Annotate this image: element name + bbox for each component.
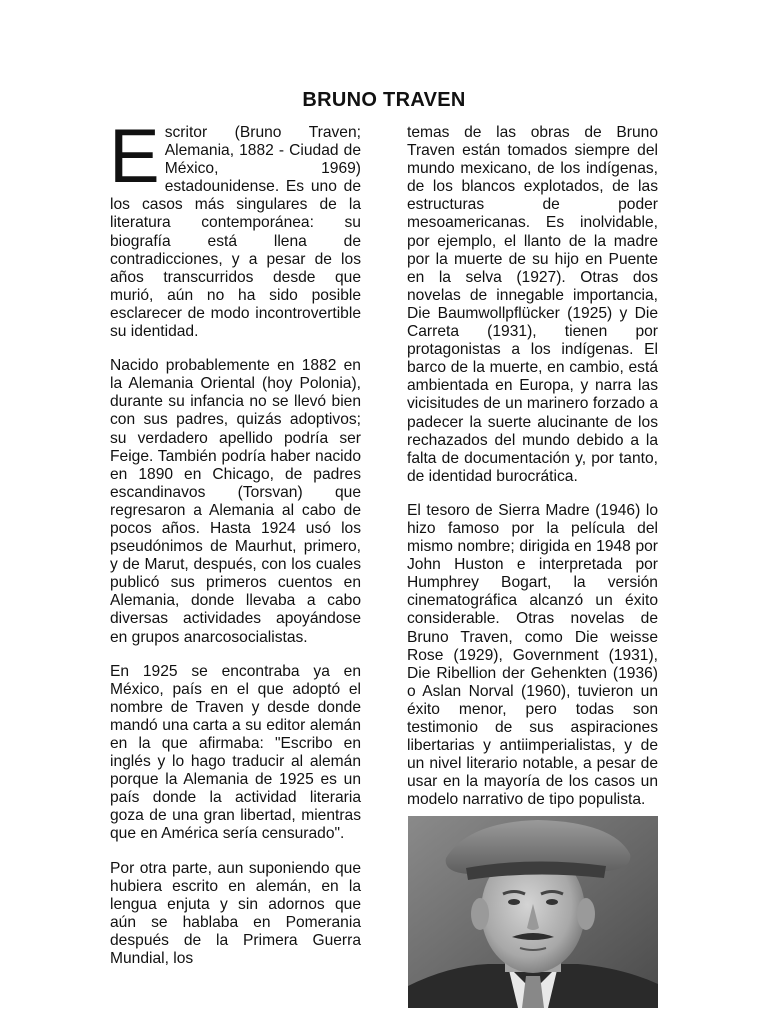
paragraph-5: temas de las obras de Bruno Traven están tomados siempre del mundo mexicano, de los indígenas, de los blancos explotados, de las estructuras de poder mesoamericanas. Es inolvidable, por ejemplo, el llanto de la madre por la muerte de su hijo en Puente en la selva (1927). Otras dos novelas de innegable importancia, Die Baumwollpflücker (1925) y Die Carreta (1931), tienen por protagonistas a los indígenas. El barco de la muerte, en cambio, está ambientada en Europa, y narra las vicisitudes de un marinero forzado a padecer la suerte alucinante de los rechazados del mundo debido a la falta de documentación y, por tanto, de identidad burocrática. xyxy=(407,124,658,485)
portrait-photo xyxy=(408,816,658,1008)
drop-cap: E xyxy=(109,114,160,199)
left-column xyxy=(109,114,361,984)
paragraph-1 xyxy=(109,114,361,341)
page-title: BRUNO TRAVEN xyxy=(302,89,466,111)
paragraph-3: En 1925 se encontraba ya en México, país en el que adoptó el nombre de Traven y desde donde mandó una carta a su editor alemán en la que afirmaba: "Escribo en inglés y lo hago traducir al alemán porque la Alemania de 1925 es un país donde la actividad literaria goza de una gran libertad, mientras que en América sería censurado". xyxy=(110,662,361,843)
right-column xyxy=(407,124,658,825)
paragraph-6: El tesoro de Sierra Madre (1946) lo hizo famoso por la película del mismo nombre; dirigida en 1948 por John Huston e interpretada por Humphrey Bogart, la versión cinematográfica alcanzó un éxito considerable. Otras novelas de Bruno Traven, como Die weisse Rose (1929), Government (1931), Die Ribellion der Gehenkten (1936) o Aslan Norval (1960), tuvieron un éxito menor, pero todas son testimonio de sus aspiraciones libertarias y antiimperialistas, y de un nivel literario notable, a pesar de usar en la mayoría de los casos un modelo narrativo de tipo populista. xyxy=(407,501,658,809)
paragraph-2: Nacido probablemente en 1882 en la Alemania Oriental (hoy Polonia), durante su infancia no se llevó bien con sus padres, quizás adoptivos; su verdadero apellido podría ser Feige. También podría haber nacido en 1890 en Chicago, de padres escandinavos (Torsvan) que regresaron a Alemania al cabo de pocos años. Hasta 1924 usó los pseudónimos de Maurhut, primero, y de Marut, después, con los cuales publicó sus primeros cuentos en Alemania, donde llevaba a cabo diversas actividades apoyándose en grupos anarcosocialistas. xyxy=(110,357,361,646)
paragraph-4: Por otra parte, aun suponiendo que hubiera escrito en alemán, en la lengua enjuta y sin adornos que aún se hablaba en Pomerania después de la Primera Guerra Mundial, los xyxy=(110,859,361,968)
paragraph-1-text: scritor (Bruno Traven; Alemania, 1882 - Ciudad de México, 1969) estadounidense. Es uno de los casos más singulares de la literatura contemporánea: su biografía está llena de contradicciones, y a pesar de los años transcurridos desde que murió, aún no ha sido posible esclarecer de modo incontrovertible su identidad. xyxy=(110,124,361,341)
